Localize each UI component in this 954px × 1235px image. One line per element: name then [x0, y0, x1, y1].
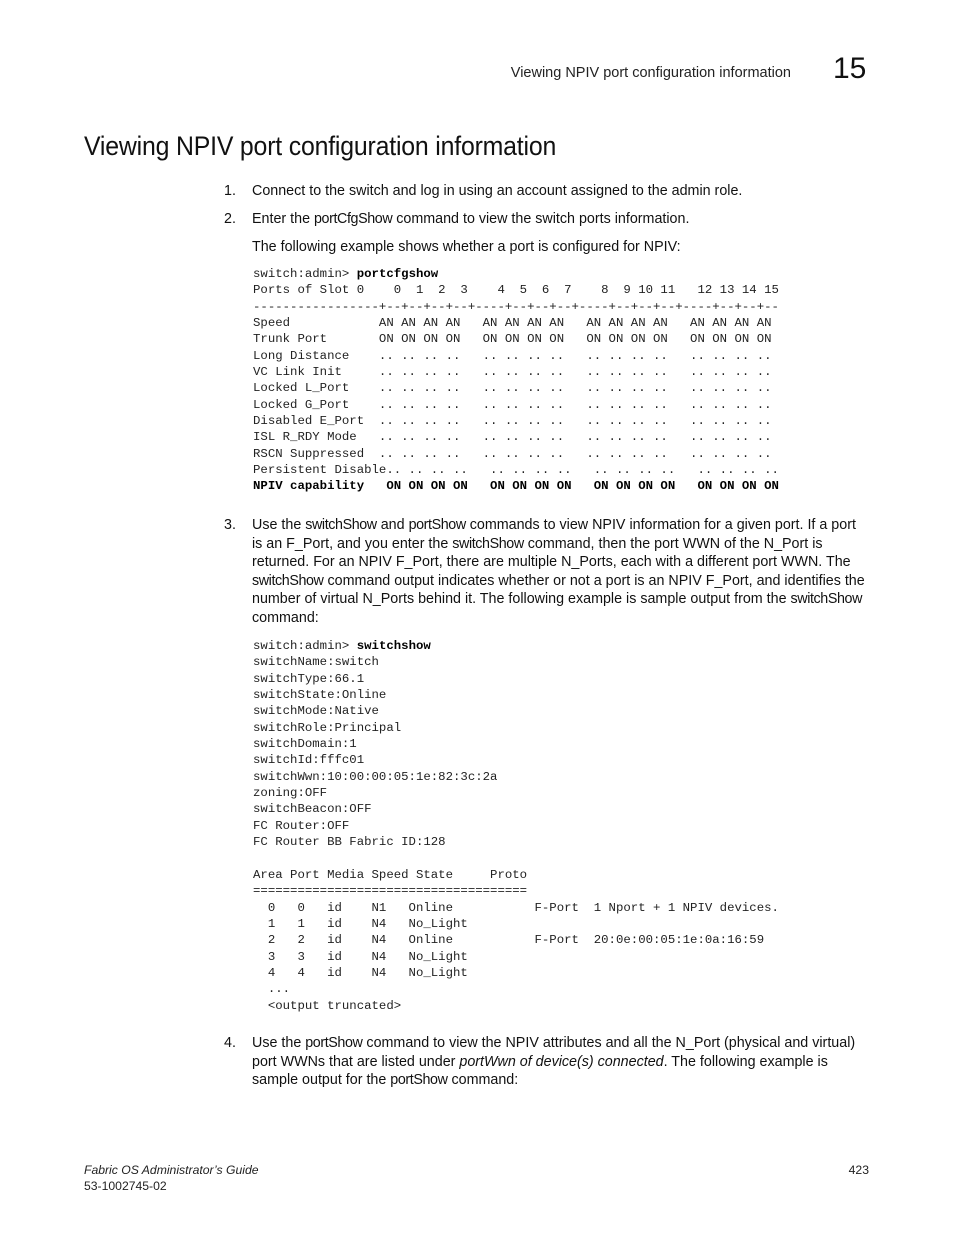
step-text: Use the switchShow and portShow commands to view NPIV information for a given port. If a port is an F_Port, and you enter the switchShow command, then the port WWN of the N_Port is returned. For an NPIV F_Port, there are multiple N_Ports, each with a different port WWN. The switchShow command output indicates whether or not a port is an NPIV F_Port, and identifies the number of virtual N_Ports behind it. The following example is sample output from the switchShow command:: [252, 517, 865, 626]
code-output: switchName:switch switchType:66.1 switchState:Online switchMode:Native switchRole:Principal switchDomain:1 switchId:fffc01 switchWwn:10:00:00:05:1e:82:3c:2a zoning:OFF switchBeacon:OFF FC Router:OFF FC Router BB Fabric ID:128 Area Port Media Speed State Proto ===================================== 0 0 id N1 Online F-Port 1 Nport + 1 NPIV devices. 1 1 id N4 No_Light 2 2 id N4 Online F-Port 20:0e:00:05:1e:0a:16:59 3 3 id N4 No_Light 4 4 id N4 No_Light ... <output truncated>: [253, 655, 779, 1013]
step-text: Enter the portCfgShow command to view the switch ports information.: [252, 211, 690, 227]
step-number: 1.: [224, 183, 236, 199]
code-block-portcfgshow: [253, 266, 779, 495]
footer-left: [84, 1163, 259, 1194]
command-name: switchShow: [790, 591, 863, 608]
step-text: Use the portShow command to view the NPIV attributes and all the N_Port (physical and virtual) port WWNs that are listed under portWwn of device(s) connected. The following example is sample output for the portShow command:: [252, 1035, 856, 1089]
code-block-switchshow: [253, 638, 779, 1014]
step-number: 4.: [224, 1035, 236, 1051]
code-highlight-line: NPIV capability ON ON ON ON ON ON ON ON ON ON ON ON ON ON ON ON: [253, 479, 779, 494]
footer-guide-title: Fabric OS Administrator’s Guide: [84, 1163, 259, 1177]
command-name: portCfgShow: [314, 211, 393, 227]
emphasis-text: portWwn of device(s) connected: [459, 1053, 664, 1070]
code-command: portcfgshow: [356, 267, 439, 281]
step-number: 2.: [224, 211, 236, 227]
step-text: The following example shows whether a port is configured for NPIV:: [252, 239, 681, 255]
running-header-title: Viewing NPIV port configuration information: [510, 65, 791, 81]
footer-page-number: 423: [848, 1163, 869, 1177]
command-name: portShow: [408, 517, 466, 533]
chapter-number: 15: [833, 52, 867, 85]
code-output: Ports of Slot 0 0 1 2 3 4 5 6 7 8 9 10 11 12 13 14 15 -----------------+--+--+--+--+----+--+--+--+----+--+--+--+----+--+--+-- Speed AN AN AN AN AN AN AN AN AN AN AN AN AN AN AN AN Trunk Port ON ON ON ON ON ON ON ON ON ON ON ON ON ON ON ON Long Distance .. .. .. .. .. .. .. .. .. .. .. .. .. .. .. .. VC Link Init .. .. .. .. .. .. .. .. .. .. .. .. .. .. .. .. Locked L_Port .. .. .. .. .. .. .. .. .. .. .. .. .. .. .. .. Locked G_Port .. .. .. .. .. .. .. .. .. .. .. .. .. .. .. .. Disabled E_Port .. .. .. .. .. .. .. .. .. .. .. .. .. .. .. .. ISL R_RDY Mode .. .. .. .. .. .. .. .. .. .. .. .. .. .. .. .. RSCN Suppressed .. .. .. .. .. .. .. .. .. .. .. .. .. .. .. .. Persistent Disable.. .. .. .. .. .. .. .. .. .. .. .. .. .. .. ..: [253, 283, 779, 478]
step-number: 3.: [224, 517, 236, 533]
command-name: portShow: [390, 1072, 448, 1089]
command-name: switchShow: [452, 535, 524, 552]
step-text: Connect to the switch and log in using an account assigned to the admin role.: [252, 183, 743, 199]
footer-doc-number: 53-1002745-02: [84, 1178, 167, 1193]
code-prompt: switch:admin>: [253, 267, 357, 281]
code-prompt: switch:admin>: [253, 639, 357, 653]
command-name: switchShow: [252, 572, 324, 589]
command-name: portShow: [305, 1035, 363, 1051]
code-command: switchshow: [356, 639, 431, 653]
page-title: Viewing NPIV port configuration information: [84, 131, 557, 161]
command-name: switchShow: [305, 517, 377, 533]
